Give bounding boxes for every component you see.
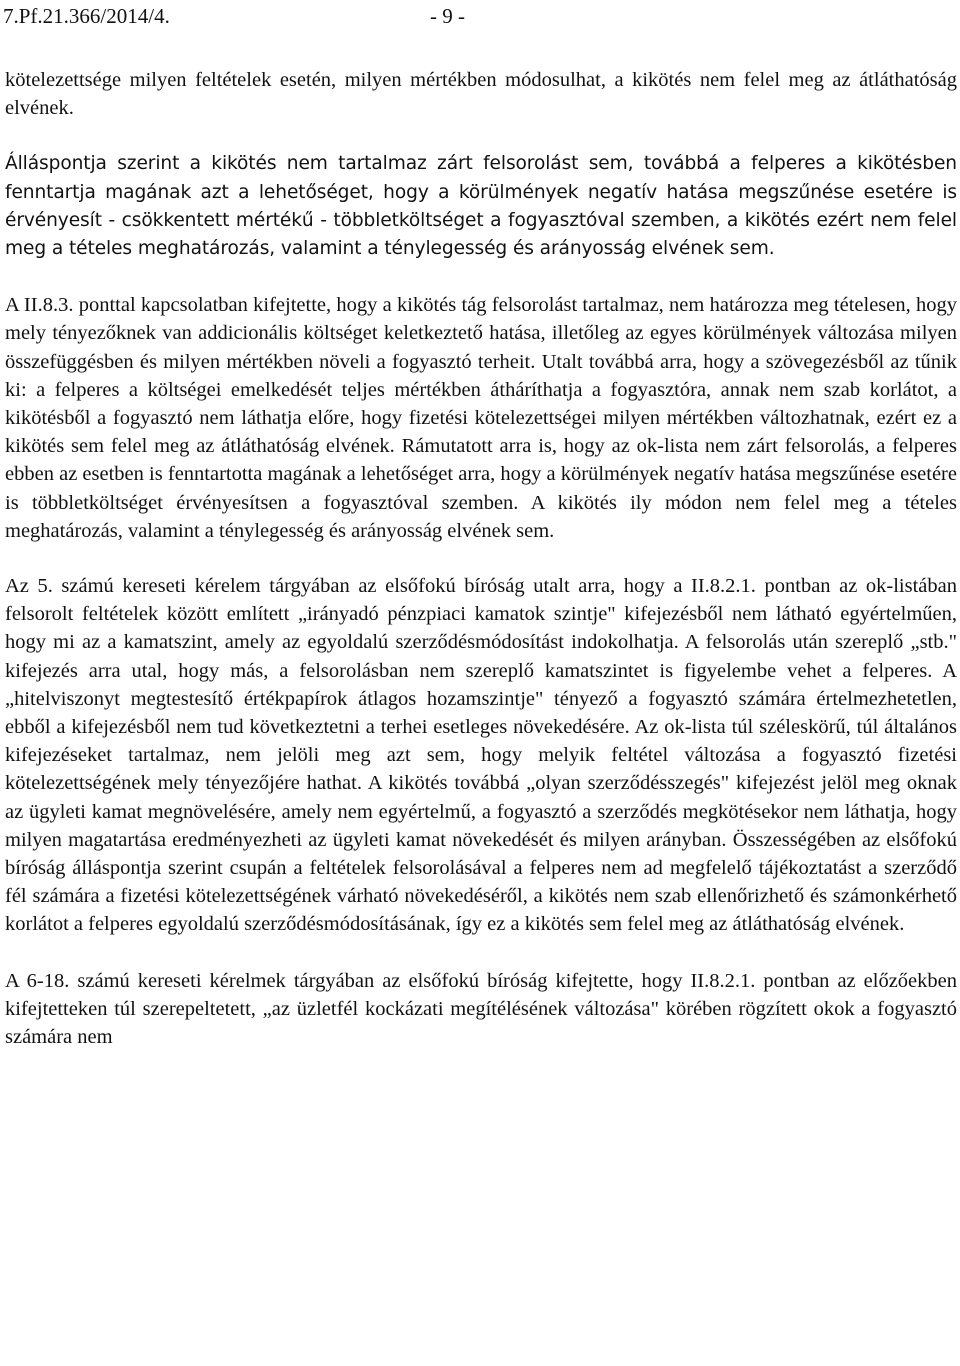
paragraph-position-statement: Álláspontja szerint a kikötés nem tartalmaz zárt felsorolást sem, továbbá a felperes a kikötésben fenntartja magának azt a lehetőséget, hogy a körülmények negatív hatása megszűnése esetére is érvényesít - csökkentett mértékű - többletköltséget a fogyasztóval szemben, a kikötés ezért nem felel meg a tételes meghatározás, valamint a ténylegesség és arányosság elvének sem. [5,153,957,260]
document-reference-number: 7.Pf.21.366/2014/4. [3,4,170,28]
paragraph-point-II-8-3: A II.8.3. ponttal kapcsolatban kifejtette, hogy a kikötés tág felsorolást tartalmaz, nem határozza meg tételesen, hogy mely tényezőknek van addicionális költséget keletkeztető hatása, illetőleg az egyes körülmények változása milyen összefüggésben és milyen mértékben növeli a fogyasztó terheit. Utalt továbbá arra, hogy a szövegezésből az tűnik ki: a felperes a költségei emelkedését teljes mértékben átháríthatja a fogyasztóra, annak nem szab korlátot, a kikötésből a fogyasztó nem láthatja előre, hogy fizetési kötelezettségei milyen mértékben változhatnak, ezért ez a kikötés sem felel meg az átláthatóság elvének. Rámutatott arra is, hogy az ok-lista nem zárt felsorolás, a felperes ebben az esetben is fenntartotta magának a lehetőséget arra, hogy a körülmények negatív hatása megszűnése esetére is többletköltséget érvényesítsen a fogyasztóval szemben. A kikötés ily módon nem felel meg a tételes meghatározás, valamint a ténylegesség és arányosság elvének sem. [5,294,957,542]
paragraph-claims-6-18: A 6-18. számú kereseti kérelmek tárgyában az elsőfokú bíróság kifejtette, hogy II.8.2.1. pontban az előzőekben kifejtetteken túl szerepeltetett, „az üzletfél kockázati megítélésének változása" körében rögzített okok a fogyasztó számára nem [5,969,957,1049]
page-header [0,2,960,32]
paragraph-claim-5: Az 5. számú kereseti kérelem tárgyában az elsőfokú bíróság utalt arra, hogy a II.8.2.1. pontban az ok-listában felsorolt feltételek között említett „irányadó pénzpiaci kamatok szintje" kifejezésből nem látható egyértelműen, hogy mi az a kamatszint, amely az egyoldalú szerződésmódosítást indokolhatja. A felsorolás után szereplő „stb." kifejezés arra utal, hogy más, a felsorolásban nem szereplő kamatszintet is figyelembe vehet a felperes. A „hitelviszonyt megtestesítő értékpapírok átlagos hozamszintje" tényező a fogyasztó számára értelmezhetetlen, ebből a kifejezésből nem tud következtetni a terhei esetleges növekedésére. Az ok-lista túl széleskörű, túl általános kifejezéseket tartalmaz, nem jelöli meg azt sem, hogy melyik feltétel változása a fogyasztó fizetési kötelezettségének mely tényezőjére hathat. A kikötés továbbá „olyan szerződésszegés" kifejezést jelöl meg oknak az ügyleti kamat megnövelésére, amely nem egyértelmű, a fogyasztó a szerződés megkötésekor nem láthatja, hogy milyen magatartása eredményezheti az ügyleti kamat növekedését és milyen arányban. Összességében az elsőfokú bíróság álláspontja szerint csupán a feltételek felsorolásával a felperes nem ad megfelelő tájékoztatást a szerződő fél számára a fizetési kötelezettségének várható növekedéséről, a kikötés nem szab ellenőrizhető és számonkérhető korlátot a felperes egyoldalú szerződésmódosításának, így ez a kikötés sem felel meg az átláthatóság elvének. [5,575,957,936]
page-number: - 9 - [430,4,465,28]
paragraph-continuation: kötelezettsége milyen feltételek esetén, milyen mértékben módosulhat, a kikötés nem felel meg az átláthatóság elvének. [5,69,957,120]
document-body [5,66,957,1051]
